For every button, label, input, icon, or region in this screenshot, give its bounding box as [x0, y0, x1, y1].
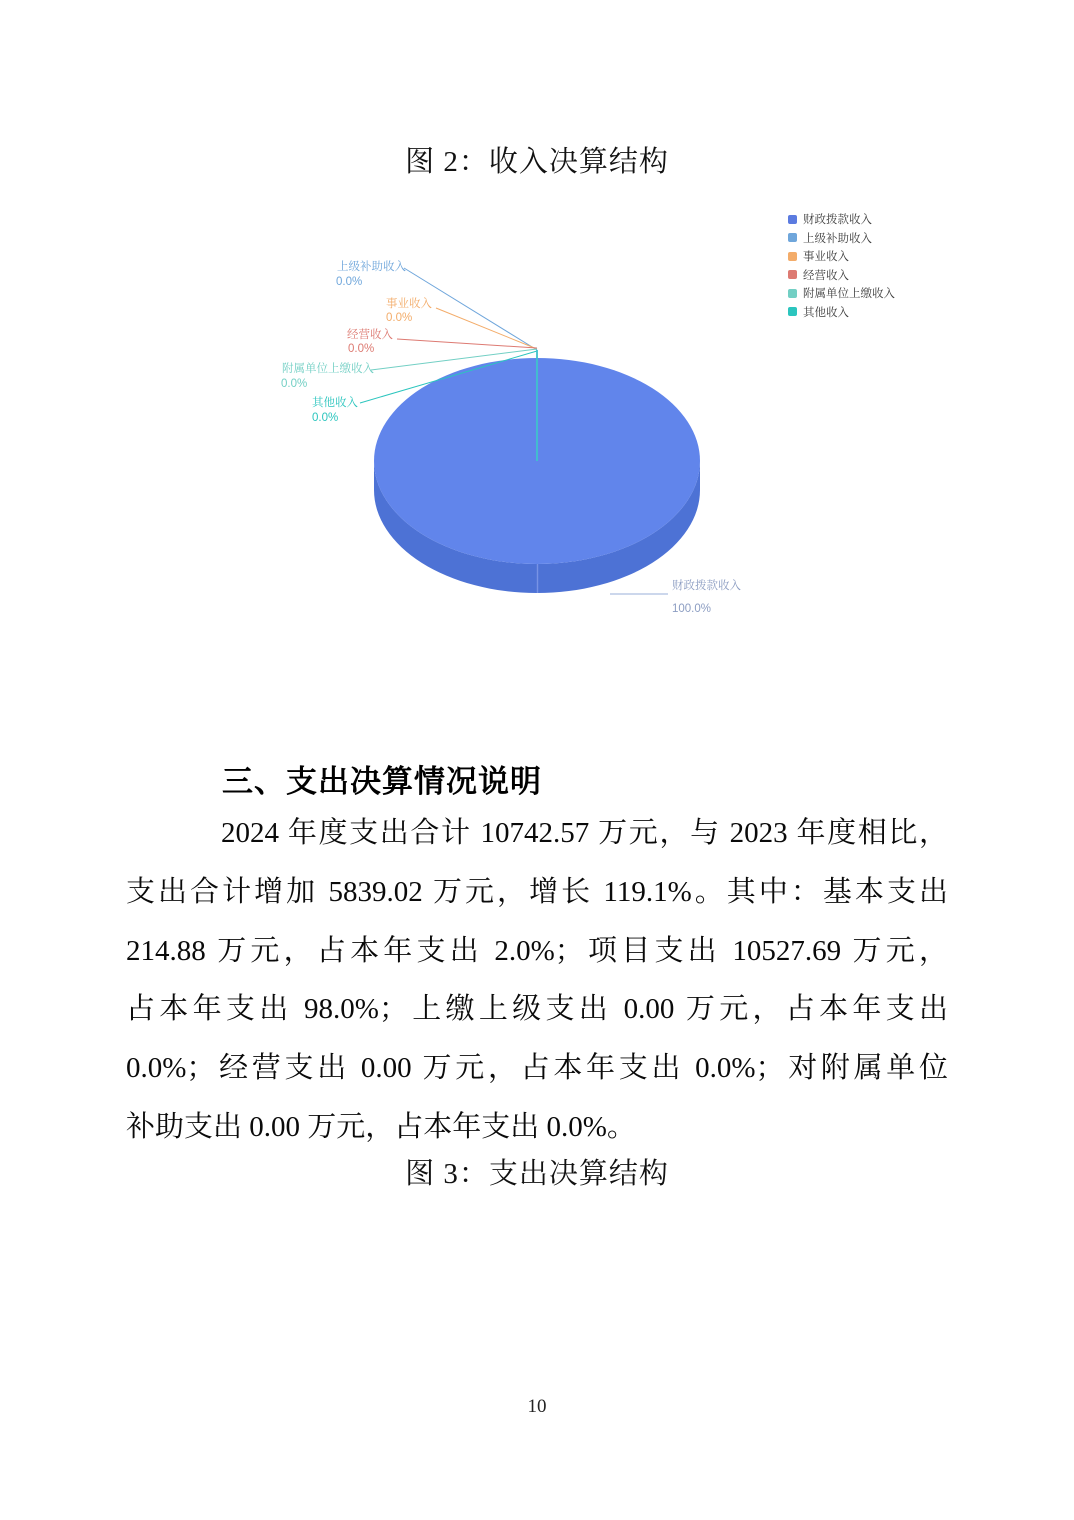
figure2-caption: 图 2：收入决算结构: [405, 146, 669, 178]
body-line: 0.0%；经营支出 0.00 万元，占本年支出 0.0%；对附属单位: [126, 1052, 948, 1085]
chart-legend: [788, 210, 895, 321]
section-heading: 三、支出决算情况说明: [222, 764, 542, 799]
income-pie-chart: [0, 190, 1074, 660]
legend-swatch-icon: [788, 289, 797, 298]
pie-label-jingying: 经营收入: [347, 329, 393, 341]
pie-value-qita: 0.0%: [312, 412, 339, 424]
pie-label-fushu: 附属单位上缴收入: [282, 363, 374, 375]
legend-item-shangji: [788, 229, 895, 248]
legend-item-caizheng: [788, 210, 895, 229]
legend-swatch-icon: [788, 252, 797, 261]
legend-swatch-icon: [788, 307, 797, 316]
legend-item-qita: [788, 303, 895, 322]
legend-item-fushu: [788, 284, 895, 303]
body-line: 2024 年度支出合计 10742.57 万元，与 2023 年度相比，: [221, 817, 948, 849]
body-paragraph: [126, 804, 948, 1157]
page-number: 10: [527, 1396, 547, 1417]
legend-label: 其他收入: [803, 306, 849, 319]
body-line: 补助支出 0.00 万元，占本年支出 0.0%。: [126, 1110, 636, 1143]
legend-swatch-icon: [788, 270, 797, 279]
legend-label: 上级补助收入: [803, 232, 872, 245]
pie-value-jingying: 0.0%: [348, 343, 375, 355]
legend-item-jingying: [788, 266, 895, 285]
pie-label-qita: 其他收入: [312, 397, 358, 409]
pie-value-caizheng: 100.0%: [672, 603, 712, 615]
legend-label: 附属单位上缴收入: [803, 288, 895, 301]
pie-chart-canvas: [0, 190, 1074, 660]
pie-value-fushu: 0.0%: [281, 378, 308, 390]
pie-label-shangji: 上级补助收入: [337, 261, 406, 273]
figure3-caption: 图 3：支出决算结构: [405, 1158, 669, 1190]
body-line: 占本年支出 98.0%；上缴上级支出 0.00 万元，占本年支出: [126, 993, 948, 1026]
legend-swatch-icon: [788, 233, 797, 242]
legend-label: 事业收入: [803, 251, 849, 264]
pie-value-shangji: 0.0%: [336, 276, 363, 288]
legend-label: 财政拨款收入: [803, 214, 872, 227]
pie-label-shiye: 事业收入: [386, 298, 432, 310]
legend-label: 经营收入: [803, 269, 849, 282]
legend-item-shiye: [788, 247, 895, 266]
legend-swatch-icon: [788, 215, 797, 224]
pie-label-caizheng: 财政拨款收入: [672, 580, 741, 592]
body-line: 214.88 万元，占本年支出 2.0%；项目支出 10527.69 万元，: [126, 934, 948, 967]
pie-value-shiye: 0.0%: [386, 312, 413, 324]
body-line: 支出合计增加 5839.02 万元，增长 119.1%。其中：基本支出: [126, 875, 948, 908]
